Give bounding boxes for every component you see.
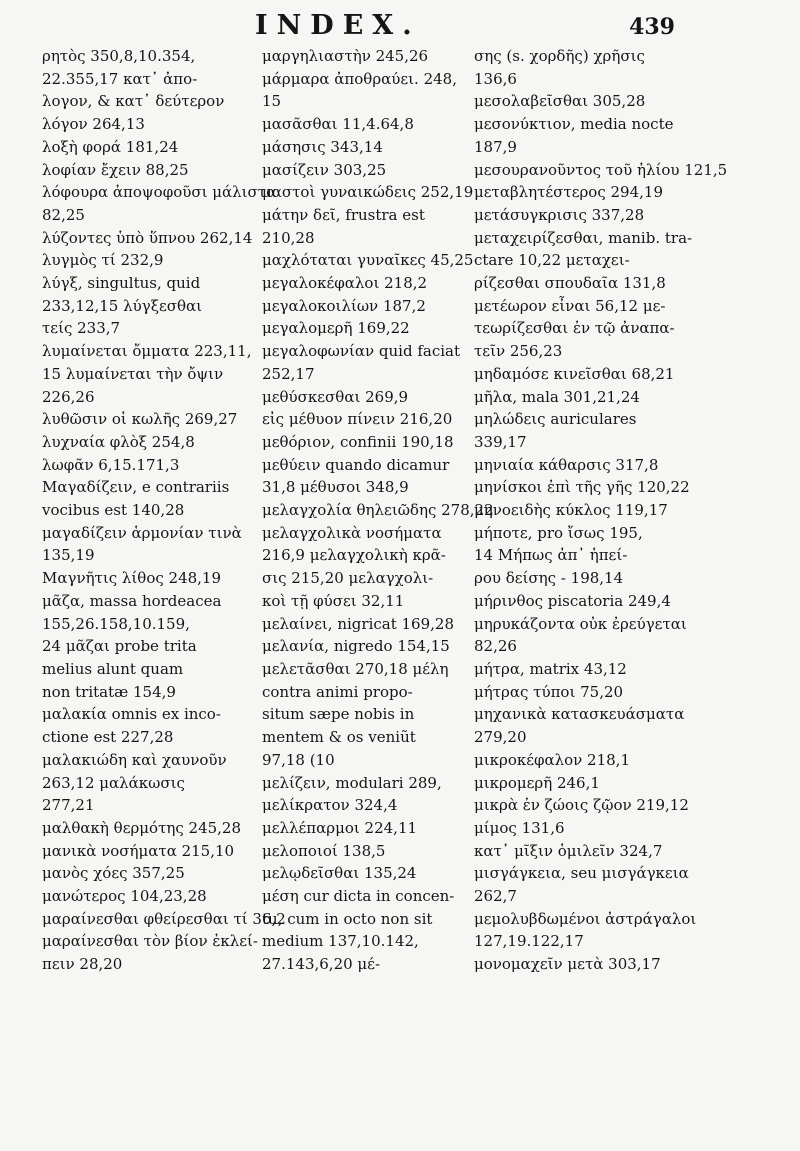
index-entry-line: λοξὴ φορά 181,24 xyxy=(42,137,179,156)
index-entry-line: 277,21 xyxy=(42,796,95,815)
index-entry-line: μηνιαία κάθαρσις 317,8 xyxy=(474,455,659,474)
index-entry-line: τεῖν 256,23 xyxy=(474,342,563,361)
index-entry-line: μανώτερος 104,23,28 xyxy=(42,887,207,906)
index-entry-line: μᾶζα, massa hordeacea xyxy=(42,591,222,610)
index-entry-line: λογον, & κατ᾽ δεύτερον xyxy=(42,92,225,111)
index-entry-line: 15 xyxy=(262,92,282,111)
index-entry-line: ρητὸς 350,8,10.354, xyxy=(42,47,196,65)
index-entry-line: μεσονύκτιον, media nocte xyxy=(474,115,674,134)
index-entry-line: μανικὰ νοσήματα 215,10 xyxy=(42,841,235,860)
index-entry-line: μηχανικὰ κατασκευάσματα xyxy=(474,705,685,724)
index-entry-line: μετάσυγκρισις 337,28 xyxy=(474,205,645,224)
index-entry-line: μάρμαρα ἀποθραύει. 248, xyxy=(262,69,457,88)
index-entry-line: 279,20 xyxy=(474,728,527,747)
index-entry-line: μεγαλοφωνίαν quid faciat xyxy=(262,342,460,361)
index-entry-line: μηνοειδὴς κύκλος 119,17 xyxy=(474,501,668,520)
index-entry-line: vocibus est 140,28 xyxy=(42,501,185,520)
index-entry-line: μελῳδεῖσθαι 135,24 xyxy=(262,864,417,883)
index-entry-line: μελετᾶσθαι 270,18 μέλη xyxy=(262,659,449,678)
index-entry-line: λύγξ, singultus, quid xyxy=(42,274,201,293)
index-entry-line: εἰς μέθυον πίνειν 216,20 xyxy=(262,410,453,429)
index-entry-line: κατ᾽ μῖξιν ὁμιλεῖν 324,7 xyxy=(474,841,663,860)
index-entry-line: μαραίνεσθαι φθείρεσθαι τί 36,2 xyxy=(42,909,286,928)
index-entry-line: μήποτε, pro ἴσως 195, xyxy=(474,523,643,542)
index-entry-line: μαγαδίζειν ἁρμονίαν τινὰ xyxy=(42,523,242,542)
index-entry-line: μετέωρον εἶναι 56,12 με- xyxy=(474,296,666,315)
index-title: INDEX. xyxy=(255,10,421,41)
index-entry-line: 210,28 xyxy=(262,228,315,247)
index-entry-line: μελαγχολικὰ νοσήματα xyxy=(262,523,442,542)
index-entry-line: μελοποιοί 138,5 xyxy=(262,841,386,860)
index-entry-line: λύζοντες ὑπὸ ὕπνου 262,14 xyxy=(42,228,253,247)
index-entry-line: μικρὰ ἐν ζώοις ζῷον 219,12 xyxy=(474,796,689,815)
index-entry-line: μηρυκάζοντα οὐκ ἐρεύγεται xyxy=(474,614,687,633)
index-entry-line: μονομαχεῖν μετὰ 303,17 xyxy=(474,955,661,974)
index-entry-line: ρίζεσθαι σπουδαῖα 131,8 xyxy=(474,274,666,293)
index-entry-line: non tritatæ 154,9 xyxy=(42,682,176,701)
index-entry-line: σης (s. χορδῆς) χρῆσις xyxy=(474,47,645,65)
index-entry-line: ctare 10,22 μεταχει- xyxy=(474,251,630,270)
index-entry-line: μανὸς χόες 357,25 xyxy=(42,864,185,883)
index-entry-line: λυχναία φλὸξ 254,8 xyxy=(42,432,195,451)
index-entry-line: μικροκέφαλον 218,1 xyxy=(474,750,630,769)
index-entry-line: μάτην δεῖ, frustra est xyxy=(262,205,425,224)
index-entry-line: λυμαίνεται ὄμματα 223,11, xyxy=(42,342,252,361)
index-entry-line: μελίζειν, modulari 289, xyxy=(262,773,442,792)
index-entry-line: 263,12 μαλάκωσις xyxy=(42,773,185,792)
index-entry-line: Μαγαδίζειν, e contrariis xyxy=(42,478,230,497)
index-entry-line: μαραίνεσθαι τὸν βίον ἐκλεί- xyxy=(42,932,258,951)
index-entry-line: μεθύσκεσθαι 269,9 xyxy=(262,387,409,406)
index-entry-line: mentem & os veniũt xyxy=(262,728,416,747)
index-entry-line: 339,17 xyxy=(474,432,527,451)
index-entry-line: σις 215,20 μελαγχολι- xyxy=(262,569,434,588)
index-entry-line: 24 μᾶζαι probe trita xyxy=(42,637,197,656)
index-entry-line: 82,26 xyxy=(474,637,517,656)
index-entry-line: μελανία, nigredo 154,15 xyxy=(262,637,450,656)
page-number: 439 xyxy=(629,14,675,40)
index-entry-line: melius alunt quam xyxy=(42,659,184,678)
index-entry-line: ctione est 227,28 xyxy=(42,728,174,747)
page-header xyxy=(0,8,800,48)
index-entry-line: μεθύειν quando dicamur xyxy=(262,455,450,474)
index-entry-line: λόγον 264,13 xyxy=(42,115,145,134)
index-entry-line: 97,18 (10 xyxy=(262,750,335,769)
index-column-right xyxy=(474,45,728,976)
index-entry-line: μήρινθος piscatoria 249,4 xyxy=(474,591,671,610)
index-entry-line: κοὶ τῇ φύσει 32,11 xyxy=(262,591,405,610)
index-entry-line: τείς 233,7 xyxy=(42,319,121,338)
index-entry-line: λωφᾶν 6,15.171,3 xyxy=(42,455,180,474)
index-entry-line: μεγαλοκοιλίων 187,2 xyxy=(262,296,426,315)
index-entry-line: μήτρα, matrix 43,12 xyxy=(474,659,627,678)
index-entry-line: μαστοὶ γυναικώδεις 252,19 xyxy=(262,183,474,202)
index-entry-line: μασᾶσθαι 11,4.64,8 xyxy=(262,115,414,134)
index-entry-line: μεταχειρίζεσθαι, manib. tra- xyxy=(474,228,693,247)
index-entry-line: μήτρας τύποι 75,20 xyxy=(474,682,624,701)
index-entry-line: 262,7 xyxy=(474,887,517,906)
index-entry-line: μελαίνει, nigricat 169,28 xyxy=(262,614,454,633)
index-entry-line: λυγμὸς τί 232,9 xyxy=(42,251,164,270)
index-entry-line: μαλακιώδη καὶ χαυνοῦν xyxy=(42,750,227,769)
index-entry-line: μίμος 131,6 xyxy=(474,818,565,837)
index-entry-line: 82,25 xyxy=(42,205,85,224)
index-entry-line: tu, cum in octo non sit xyxy=(262,909,433,928)
index-entry-line: μελαγχολία θηλειῶδης 278,22 xyxy=(262,501,494,520)
index-entry-line: λόφουρα ἀποψοφοῦσι μάλιστα xyxy=(42,183,277,202)
index-entry-line: μαχλόταται γυναῖκες 45,25 xyxy=(262,251,474,270)
index-entry-line: μαργηλιαστὴν 245,26 xyxy=(262,47,429,65)
index-entry-line: 136,6 xyxy=(474,69,517,88)
index-entry-line: μελίκρατον 324,4 xyxy=(262,796,398,815)
index-entry-line: μέση cur dicta in concen- xyxy=(262,887,455,906)
index-entry-line: 14 Μήπως ἀπ᾽ ἡπεί- xyxy=(474,546,628,565)
index-entry-line: μεσουρανοῦντος τοῦ ἡλίου 121,5 xyxy=(474,160,728,179)
index-entry-line: 233,12,15 λύγξεσθαι xyxy=(42,296,203,315)
index-entry-line: 226,26 xyxy=(42,387,95,406)
index-entry-line: μισγάγκεια, seu μισγάγκεια xyxy=(474,864,689,883)
index-entry-line: μασίζειν 303,25 xyxy=(262,160,387,179)
index-entry-line: μῆλα, mala 301,21,24 xyxy=(474,387,640,406)
index-entry-line: πειν 28,20 xyxy=(42,955,123,974)
index-entry-line: μεγαλομερῆ 169,22 xyxy=(262,319,410,338)
index-entry-line: 187,9 xyxy=(474,137,517,156)
index-column-left xyxy=(42,45,286,976)
index-entry-line: ρου δείσης - 198,14 xyxy=(474,569,624,588)
index-entry-line: 127,19.122,17 xyxy=(474,932,584,951)
index-entry-line: μεγαλοκέφαλοι 218,2 xyxy=(262,274,428,293)
index-entry-line: μηνίσκοι ἐπὶ τῆς γῆς 120,22 xyxy=(474,478,690,497)
index-entry-line: τεωρίζεσθαι ἐν τῷ ἀναπα- xyxy=(474,319,675,338)
index-entry-line: Μαγνῆτις λίθος 248,19 xyxy=(42,569,222,588)
index-entry-line: μεμολυβδωμένοι ἀστράγαλοι xyxy=(474,909,697,928)
index-entry-line: λοφίαν ἔχειν 88,25 xyxy=(42,160,189,179)
index-entry-line: 135,19 xyxy=(42,546,95,565)
index-entry-line: μελλέπαρμοι 224,11 xyxy=(262,818,418,837)
index-entry-line: 15 λυμαίνεται τὴν ὄψιν xyxy=(42,364,224,383)
index-entry-line: 27.143,6,20 μέ- xyxy=(262,955,381,974)
index-entry-line: μεθόριον, confinii 190,18 xyxy=(262,432,454,451)
index-entry-line: 155,26.158,10.159, xyxy=(42,614,190,633)
index-entry-line: 216,9 μελαγχολικὴ κρᾶ- xyxy=(262,546,446,565)
index-entry-line: μάσησις 343,14 xyxy=(262,137,383,156)
index-entry-line: contra animi propo- xyxy=(262,682,413,701)
index-entry-line: medium 137,10.142, xyxy=(262,932,419,951)
index-entry-line: μεσολαβεῖσθαι 305,28 xyxy=(474,92,646,111)
index-column-middle xyxy=(262,45,494,976)
index-entry-line: μαλθακὴ θερμότης 245,28 xyxy=(42,818,242,837)
index-entry-line: μεταβλητέστερος 294,19 xyxy=(474,183,663,202)
index-entry-line: 252,17 xyxy=(262,364,315,383)
index-entry-line: 31,8 μέθυσοι 348,9 xyxy=(262,478,409,497)
index-entry-line: situm sæpe nobis in xyxy=(262,705,415,724)
index-entry-line: μηλώδεις auriculares xyxy=(474,410,637,429)
index-entry-line: λυθῶσιν οἱ κωλῆς 269,27 xyxy=(42,410,238,429)
index-entry-line: μηδαμόσε κινεῖσθαι 68,21 xyxy=(474,364,675,383)
index-entry-line: μικρομερῆ 246,1 xyxy=(474,773,600,792)
index-entry-line: μαλακία omnis ex inco- xyxy=(42,705,221,724)
index-entry-line: 22.355,17 κατ᾽ ἀπο- xyxy=(42,69,198,88)
